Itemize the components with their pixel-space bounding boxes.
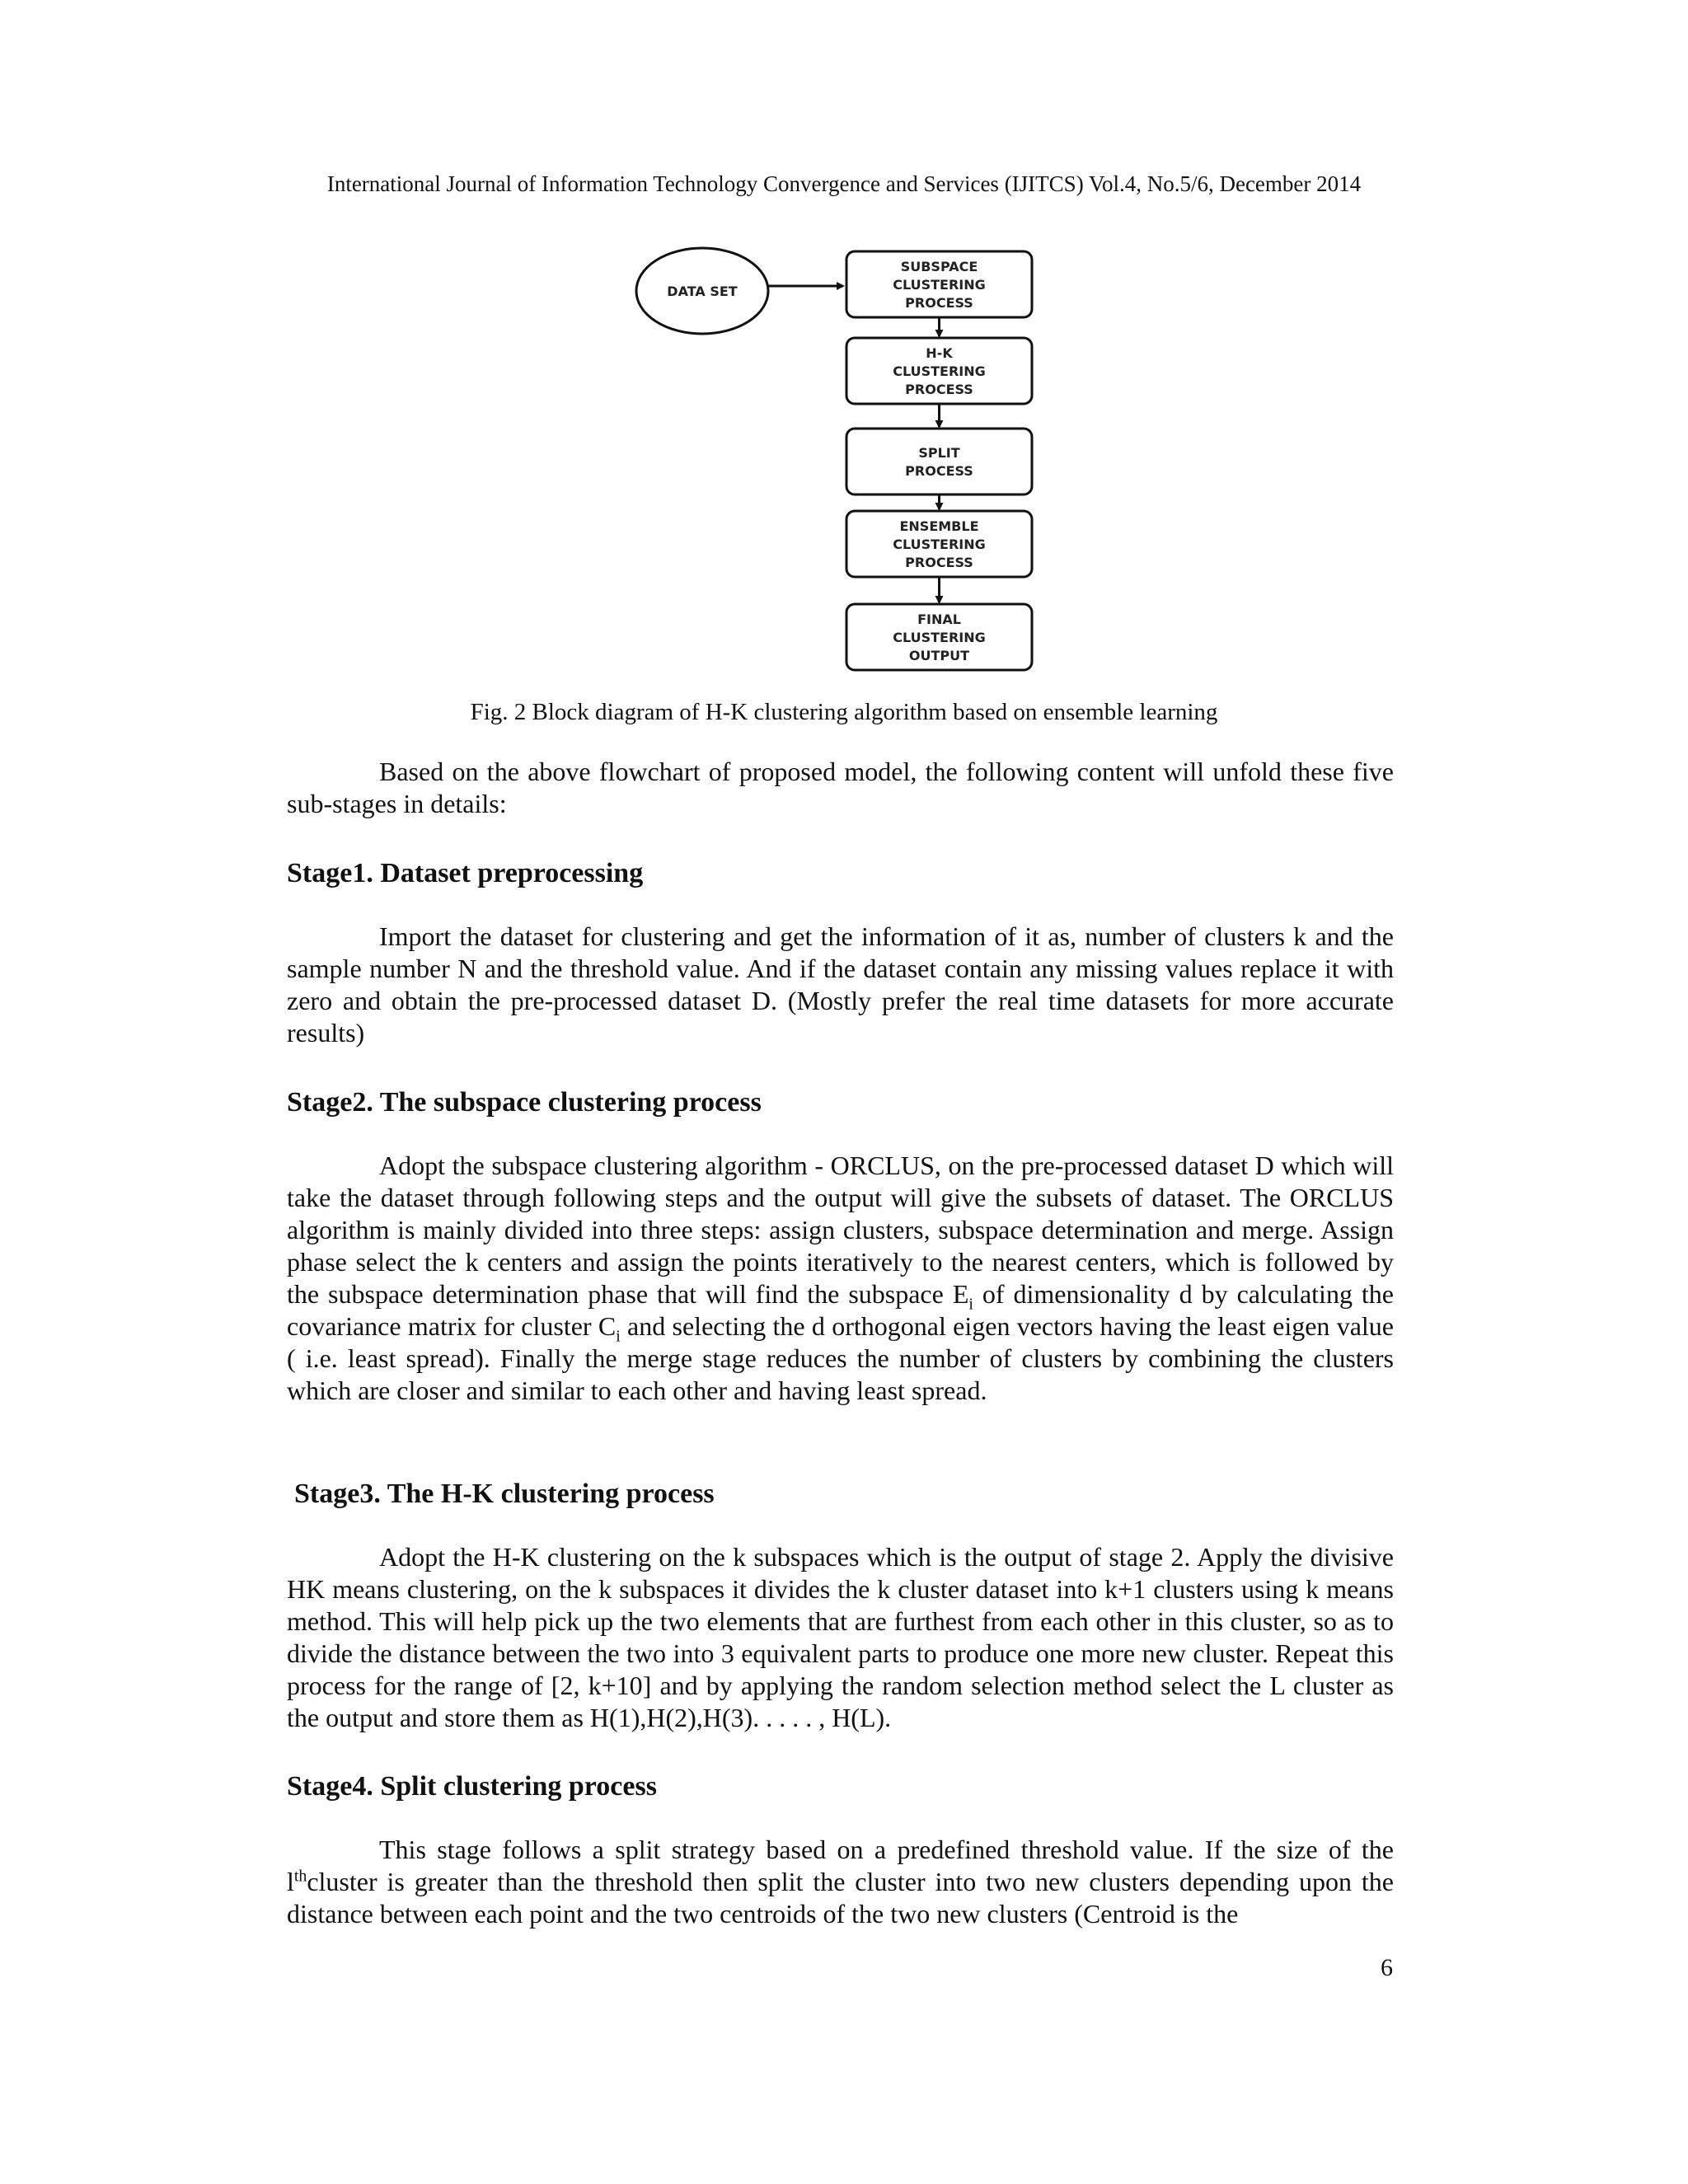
symbol-E: E	[952, 1279, 969, 1309]
figure-caption: Fig. 2 Block diagram of H-K clustering algorithm based on ensemble learning	[470, 699, 1218, 725]
ensemble-clustering-block-label-3: PROCESS	[905, 555, 973, 570]
ensemble-clustering-block	[846, 511, 1032, 577]
page-number: 6	[1381, 1954, 1393, 1981]
subspace-clustering-block	[846, 251, 1032, 317]
subspace-clustering-block-label-3: PROCESS	[905, 295, 973, 311]
stage2-text-a: Adopt the subspace clustering algorithm - ORCLUS, on the pre-processed dataset D which will take the dataset through following steps and the output will give the subsets of dataset. The ORCLUS algorithm is mainly divided into three steps: assign clusters, subspace determination and merge. Assign phase select the k centers and assign the points iteratively to the nearest centers, which is followed by the subspace determination phase that will find the subspace	[287, 1151, 1394, 1309]
stage2-heading: Stage2. The subspace clustering process	[287, 1087, 762, 1118]
stage2-text-c: and selecting the d orthogonal eigen vectors having the least eigen value ( i.e. least spread). Finally the merge stage reduces the number of clusters by combining the clusters which are closer and similar to each other and having least spread.	[287, 1311, 1395, 1405]
hk-clustering-block-label-3: PROCESS	[905, 382, 973, 397]
stage1-paragraph	[287, 921, 1394, 1049]
stage4-text-a: This stage follows a split strategy based on a predefined threshold value. If the size of the l	[287, 1835, 1394, 1896]
stage2-text	[287, 1150, 1394, 1407]
running-header: International Journal of Information Technology Convergence and Services (IJITCS) Vol.4, No.5/6, December 2014	[326, 171, 1362, 196]
stage2-paragraph	[287, 1150, 1394, 1407]
subspace-clustering-block-label-1: SUBSPACE	[900, 259, 978, 274]
ensemble-clustering-block-label-2: CLUSTERING	[893, 537, 986, 552]
hk-clustering-block	[846, 338, 1032, 404]
block-diagram	[635, 243, 1047, 680]
stage4-paragraph	[287, 1834, 1394, 1930]
ensemble-clustering-block-label-1: ENSEMBLE	[899, 518, 979, 534]
hk-clustering-block-label-1: H-K	[926, 345, 953, 361]
final-output-block-label-3: OUTPUT	[908, 648, 970, 663]
intro-paragraph	[287, 756, 1394, 820]
stage4-heading: Stage4. Split clustering process	[287, 1771, 657, 1802]
superscript-th: th	[293, 1867, 307, 1886]
final-output-block-label-2: CLUSTERING	[893, 630, 986, 645]
stage4-text-b: cluster is greater than the threshold then split the cluster into two new clusters depending upon the distance between each point and the two centroids of the two new clusters (Centroid is the	[287, 1867, 1394, 1929]
split-process-block	[846, 429, 1032, 494]
split-process-block-label-2: PROCESS	[905, 463, 973, 479]
stage3-paragraph	[287, 1541, 1394, 1734]
data-set-label: DATA SET	[667, 284, 738, 299]
symbol-C: C	[598, 1311, 617, 1341]
hk-clustering-block-label-2: CLUSTERING	[893, 363, 986, 379]
stage1-heading: Stage1. Dataset preprocessing	[287, 858, 644, 888]
stage2-text-b: of dimensionality d by calculating the covariance matrix for cluster	[287, 1279, 1395, 1341]
stage3-heading: Stage3. The H-K clustering process	[294, 1479, 715, 1509]
split-process-block-label-1: SPLIT	[918, 445, 960, 461]
intro-text: Based on the above flowchart of proposed model, the following content will unfold these five sub-stages in details:	[287, 757, 1394, 818]
final-output-block-label-1: FINAL	[917, 612, 961, 627]
stage1-text: Import the dataset for clustering and get the information of it as, number of clusters k and the sample number N and the threshold value. And if the dataset contain any missing values replace it with zero and obtain the pre-processed dataset D. (Mostly prefer the real time datasets for more accurate results)	[287, 921, 1394, 1047]
subscript-i-1: i	[968, 1295, 973, 1314]
final-output-block	[846, 604, 1032, 670]
subspace-clustering-block-label-2: CLUSTERING	[893, 277, 986, 293]
data-set-node	[636, 248, 768, 334]
stage3-text: Adopt the H-K clustering on the k subspaces which is the output of stage 2. Apply the divisive HK means clustering, on the k subspaces it divides the k cluster dataset into k+1 clusters using k means method. This will help pick up the two elements that are furthest from each other in this cluster, so as to divide the distance between the two into 3 equivalent parts to produce one more new cluster. Repeat this process for the range of [2, k+10] and by applying the random selection method select the L cluster as the output and store them as H(1),H(2),H(3). . . . . , H(L).	[287, 1542, 1394, 1732]
stage4-text	[287, 1834, 1394, 1930]
subscript-i-2: i	[616, 1327, 621, 1346]
